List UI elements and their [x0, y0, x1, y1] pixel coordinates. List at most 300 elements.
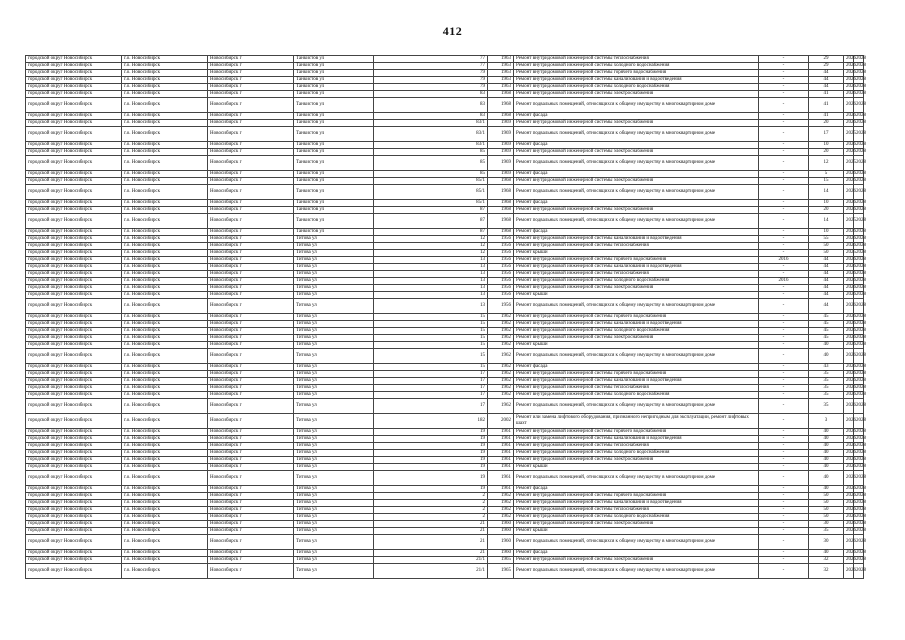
- cell-work-type: Ремонт крыши: [514, 292, 759, 299]
- cell-house-number: 17: [374, 385, 488, 392]
- cell-municipality: городской округ Новосибирск: [26, 178, 122, 185]
- cell-house-number: 17: [374, 392, 488, 399]
- cell-locality: Новосибирск г: [208, 70, 294, 77]
- cell-street: Титова ул: [294, 271, 374, 278]
- cell-street: Титова ул: [294, 321, 374, 328]
- cell-cost: 55: [809, 236, 844, 243]
- cell-house-number: 19: [374, 436, 488, 443]
- cell-district: г.о. Новосибирск: [122, 292, 208, 299]
- cell-work-type: Ремонт внутридомовой инженерной системы канализования и водоотведения: [514, 500, 759, 507]
- cell-house-number: 13: [374, 292, 488, 299]
- cell-plan-start-year: 2026: [844, 84, 854, 91]
- cell-street: Титова ул: [294, 314, 374, 321]
- cell-municipality: городской округ Новосибирск: [26, 521, 122, 528]
- table-row: [26, 500, 864, 507]
- cell-house-number: 85: [374, 156, 488, 171]
- cell-build-year: 1963: [488, 63, 514, 70]
- cell-locality: Новосибирск г: [208, 200, 294, 207]
- cell-street: Титова ул: [294, 436, 374, 443]
- cell-work-type: Ремонт или замена лифтового оборудования, признанного непригодным для эксплуатации, ремонт лифтовых шахт: [514, 414, 759, 429]
- cell-cost: 45: [809, 314, 844, 321]
- cell-prev-repair-year: -: [759, 378, 809, 385]
- cell-house-number: 79: [374, 84, 488, 91]
- cell-plan-end-year: 2028: [854, 436, 864, 443]
- cell-plan-end-year: 2028: [854, 207, 864, 214]
- cell-district: г.о. Новосибирск: [122, 378, 208, 385]
- cell-work-type: Ремонт подвальных помещений, относящихся к общему имуществу в многоквартирном доме: [514, 185, 759, 200]
- cell-street: Танкистов ул: [294, 113, 374, 120]
- cell-street: Титова ул: [294, 257, 374, 264]
- cell-plan-end-year: 2028: [854, 250, 864, 257]
- cell-district: г.о. Новосибирск: [122, 342, 208, 349]
- cell-house-number: 87: [374, 207, 488, 214]
- cell-district: г.о. Новосибирск: [122, 127, 208, 142]
- table-row: [26, 70, 864, 77]
- cell-plan-end-year: 2028: [854, 185, 864, 200]
- cell-cost: 15: [809, 178, 844, 185]
- cell-district: г.о. Новосибирск: [122, 278, 208, 285]
- cell-cost: 40: [809, 429, 844, 436]
- cell-plan-end-year: 2028: [854, 464, 864, 471]
- cell-build-year: 1969: [488, 142, 514, 149]
- cell-cost: 50: [809, 507, 844, 514]
- cell-municipality: городской округ Новосибирск: [26, 127, 122, 142]
- cell-plan-start-year: 2026: [844, 500, 854, 507]
- cell-street: Титова ул: [294, 371, 374, 378]
- cell-plan-end-year: 2028: [854, 113, 864, 120]
- cell-plan-end-year: 2028: [854, 342, 864, 349]
- table-row: [26, 371, 864, 378]
- cell-cost: 20: [809, 149, 844, 156]
- cell-house-number: 15: [374, 335, 488, 342]
- cell-prev-repair-year: -: [759, 321, 809, 328]
- table-row: [26, 493, 864, 500]
- table-row: [26, 564, 864, 579]
- cell-street: Титова ул: [294, 550, 374, 557]
- cell-house-number: 83: [374, 98, 488, 113]
- cell-build-year: 1963: [488, 56, 514, 63]
- cell-district: г.о. Новосибирск: [122, 457, 208, 464]
- cell-district: г.о. Новосибирск: [122, 493, 208, 500]
- cell-work-type: Ремонт фасада: [514, 229, 759, 236]
- cell-plan-end-year: 2028: [854, 385, 864, 392]
- table-row: [26, 264, 864, 271]
- cell-prev-repair-year: -: [759, 214, 809, 229]
- cell-plan-start-year: 2026: [844, 56, 854, 63]
- cell-district: г.о. Новосибирск: [122, 385, 208, 392]
- cell-municipality: городской округ Новосибирск: [26, 185, 122, 200]
- cell-locality: Новосибирск г: [208, 378, 294, 385]
- cell-house-number: 15: [374, 342, 488, 349]
- cell-street: Танкистов ул: [294, 185, 374, 200]
- cell-house-number: 83: [374, 91, 488, 98]
- cell-district: г.о. Новосибирск: [122, 349, 208, 364]
- cell-street: Титова ул: [294, 243, 374, 250]
- cell-prev-repair-year: -: [759, 557, 809, 564]
- cell-plan-end-year: 2028: [854, 521, 864, 528]
- cell-work-type: Ремонт внутридомовой инженерной системы горячего водоснабжения: [514, 493, 759, 500]
- cell-plan-end-year: 2028: [854, 156, 864, 171]
- cell-work-type: Ремонт крыши: [514, 464, 759, 471]
- cell-prev-repair-year: -: [759, 77, 809, 84]
- cell-build-year: 1969: [488, 120, 514, 127]
- cell-build-year: 1969: [488, 127, 514, 142]
- cell-plan-start-year: 2026: [844, 178, 854, 185]
- cell-street: Титова ул: [294, 429, 374, 436]
- cell-street: Танкистов ул: [294, 120, 374, 127]
- cell-prev-repair-year: -: [759, 156, 809, 171]
- cell-plan-start-year: 2026: [844, 378, 854, 385]
- cell-work-type: Ремонт фасада: [514, 200, 759, 207]
- cell-locality: Новосибирск г: [208, 185, 294, 200]
- cell-street: Титова ул: [294, 557, 374, 564]
- cell-district: г.о. Новосибирск: [122, 236, 208, 243]
- cell-cost: 40: [809, 464, 844, 471]
- cell-prev-repair-year: -: [759, 450, 809, 457]
- table-row: [26, 399, 864, 414]
- table-row: [26, 378, 864, 385]
- cell-prev-repair-year: -: [759, 314, 809, 321]
- cell-cost: 40: [809, 436, 844, 443]
- cell-house-number: 83: [374, 113, 488, 120]
- table-row: [26, 364, 864, 371]
- cell-plan-start-year: 2026: [844, 564, 854, 579]
- cell-plan-end-year: 2028: [854, 443, 864, 450]
- cell-plan-end-year: 2028: [854, 120, 864, 127]
- cell-district: г.о. Новосибирск: [122, 113, 208, 120]
- cell-street: Танкистов ул: [294, 77, 374, 84]
- cell-plan-end-year: 2028: [854, 493, 864, 500]
- cell-cost: 30: [809, 535, 844, 550]
- cell-district: г.о. Новосибирск: [122, 171, 208, 178]
- cell-district: г.о. Новосибирск: [122, 156, 208, 171]
- cell-work-type: Ремонт фасада: [514, 113, 759, 120]
- cell-street: Титова ул: [294, 471, 374, 486]
- cell-house-number: 12: [374, 250, 488, 257]
- cell-locality: Новосибирск г: [208, 436, 294, 443]
- table-row: [26, 535, 864, 550]
- table-row: [26, 521, 864, 528]
- table-row: [26, 257, 864, 264]
- cell-work-type: Ремонт фасада: [514, 171, 759, 178]
- cell-plan-end-year: 2028: [854, 264, 864, 271]
- cell-district: г.о. Новосибирск: [122, 335, 208, 342]
- cell-prev-repair-year: 2016: [759, 278, 809, 285]
- cell-plan-start-year: 2026: [844, 342, 854, 349]
- cell-municipality: городской округ Новосибирск: [26, 450, 122, 457]
- cell-municipality: городской округ Новосибирск: [26, 285, 122, 292]
- cell-house-number: 13: [374, 299, 488, 314]
- table-row: [26, 414, 864, 429]
- cell-prev-repair-year: -: [759, 535, 809, 550]
- cell-build-year: 1962: [488, 364, 514, 371]
- cell-locality: Новосибирск г: [208, 113, 294, 120]
- cell-prev-repair-year: -: [759, 243, 809, 250]
- cell-district: г.о. Новосибирск: [122, 514, 208, 521]
- cell-street: Титова ул: [294, 414, 374, 429]
- cell-street: Титова ул: [294, 349, 374, 364]
- cell-plan-start-year: 2026: [844, 321, 854, 328]
- cell-build-year: 1962: [488, 514, 514, 521]
- cell-cost: 10: [809, 229, 844, 236]
- cell-work-type: Ремонт внутридомовой инженерной системы канализования и водоотведения: [514, 321, 759, 328]
- cell-house-number: 19: [374, 429, 488, 436]
- cell-build-year: 1968: [488, 178, 514, 185]
- cell-locality: Новосибирск г: [208, 149, 294, 156]
- cell-municipality: городской округ Новосибирск: [26, 500, 122, 507]
- cell-plan-start-year: 2026: [844, 364, 854, 371]
- cell-locality: Новосибирск г: [208, 299, 294, 314]
- cell-prev-repair-year: -: [759, 521, 809, 528]
- cell-plan-start-year: 2026: [844, 328, 854, 335]
- cell-street: Танкистов ул: [294, 214, 374, 229]
- cell-district: г.о. Новосибирск: [122, 486, 208, 493]
- cell-plan-start-year: 2025: [844, 214, 854, 229]
- cell-municipality: городской округ Новосибирск: [26, 464, 122, 471]
- cell-district: г.о. Новосибирск: [122, 500, 208, 507]
- cell-district: г.о. Новосибирск: [122, 200, 208, 207]
- table-row: [26, 127, 864, 142]
- cell-plan-end-year: 2028: [854, 371, 864, 378]
- cell-prev-repair-year: -: [759, 471, 809, 486]
- cell-municipality: городской округ Новосибирск: [26, 507, 122, 514]
- cell-locality: Новосибирск г: [208, 399, 294, 414]
- cell-district: г.о. Новосибирск: [122, 98, 208, 113]
- cell-locality: Новосибирск г: [208, 528, 294, 535]
- cell-district: г.о. Новосибирск: [122, 521, 208, 528]
- table-row: [26, 63, 864, 70]
- cell-house-number: 19: [374, 457, 488, 464]
- cell-prev-repair-year: -: [759, 98, 809, 113]
- cell-locality: Новосибирск г: [208, 314, 294, 321]
- cell-cost: 44: [809, 264, 844, 271]
- cell-municipality: городской округ Новосибирск: [26, 564, 122, 579]
- cell-municipality: городской округ Новосибирск: [26, 299, 122, 314]
- cell-plan-start-year: 2026: [844, 292, 854, 299]
- cell-house-number: 19: [374, 450, 488, 457]
- cell-build-year: 1968: [488, 200, 514, 207]
- cell-prev-repair-year: -: [759, 349, 809, 364]
- cell-plan-end-year: 2028: [854, 471, 864, 486]
- cell-build-year: 1961: [488, 450, 514, 457]
- cell-work-type: Ремонт внутридомовой инженерной системы электроснабжения: [514, 457, 759, 464]
- cell-locality: Новосибирск г: [208, 292, 294, 299]
- cell-house-number: 13: [374, 278, 488, 285]
- table-row: [26, 243, 864, 250]
- cell-prev-repair-year: -: [759, 250, 809, 257]
- cell-build-year: 1961: [488, 464, 514, 471]
- cell-locality: Новосибирск г: [208, 342, 294, 349]
- cell-prev-repair-year: -: [759, 486, 809, 493]
- cell-street: Титова ул: [294, 328, 374, 335]
- cell-build-year: 1960: [488, 535, 514, 550]
- cell-locality: Новосибирск г: [208, 335, 294, 342]
- cell-street: Титова ул: [294, 493, 374, 500]
- cell-work-type: Ремонт внутридомовой инженерной системы теплоснабжения: [514, 56, 759, 63]
- table-row: [26, 149, 864, 156]
- cell-prev-repair-year: -: [759, 564, 809, 579]
- table-row: [26, 450, 864, 457]
- cell-house-number: 13: [374, 264, 488, 271]
- cell-plan-start-year: 2026: [844, 464, 854, 471]
- cell-cost: 20: [809, 120, 844, 127]
- cell-district: г.о. Новосибирск: [122, 77, 208, 84]
- cell-plan-end-year: 2028: [854, 507, 864, 514]
- cell-municipality: городской округ Новосибирск: [26, 399, 122, 414]
- cell-work-type: Ремонт внутридомовой инженерной системы теплоснабжения: [514, 385, 759, 392]
- cell-cost: 45: [809, 321, 844, 328]
- cell-district: г.о. Новосибирск: [122, 414, 208, 429]
- table-row: [26, 328, 864, 335]
- cell-house-number: 19: [374, 443, 488, 450]
- cell-cost: 41: [809, 113, 844, 120]
- cell-work-type: Ремонт внутридомовой инженерной системы холодного водоснабжения: [514, 84, 759, 91]
- cell-district: г.о. Новосибирск: [122, 443, 208, 450]
- cell-plan-end-year: 2028: [854, 378, 864, 385]
- cell-cost: 10: [809, 142, 844, 149]
- cell-district: г.о. Новосибирск: [122, 120, 208, 127]
- cell-locality: Новосибирск г: [208, 564, 294, 579]
- cell-prev-repair-year: -: [759, 464, 809, 471]
- cell-cost: 50: [809, 250, 844, 257]
- cell-locality: Новосибирск г: [208, 392, 294, 399]
- cell-locality: Новосибирск г: [208, 493, 294, 500]
- cell-cost: 40: [809, 342, 844, 349]
- cell-plan-end-year: 2028: [854, 299, 864, 314]
- cell-municipality: городской округ Новосибирск: [26, 443, 122, 450]
- cell-cost: 40: [809, 349, 844, 364]
- cell-build-year: 1962: [488, 392, 514, 399]
- cell-cost: 5: [809, 171, 844, 178]
- cell-build-year: 1968: [488, 98, 514, 113]
- cell-build-year: 1961: [488, 486, 514, 493]
- table-row: [26, 464, 864, 471]
- cell-cost: 29: [809, 56, 844, 63]
- cell-cost: 40: [809, 550, 844, 557]
- cell-cost: 40: [809, 457, 844, 464]
- table-row: [26, 557, 864, 564]
- cell-plan-start-year: 2026: [844, 528, 854, 535]
- cell-locality: Новосибирск г: [208, 507, 294, 514]
- cell-district: г.о. Новосибирск: [122, 550, 208, 557]
- cell-locality: Новосибирск г: [208, 486, 294, 493]
- cell-house-number: 85/1: [374, 178, 488, 185]
- cell-street: Танкистов ул: [294, 98, 374, 113]
- cell-work-type: Ремонт фасада: [514, 364, 759, 371]
- cell-municipality: городской округ Новосибирск: [26, 149, 122, 156]
- cell-street: Титова ул: [294, 507, 374, 514]
- cell-house-number: 19: [374, 464, 488, 471]
- cell-municipality: городской округ Новосибирск: [26, 550, 122, 557]
- cell-district: г.о. Новосибирск: [122, 564, 208, 579]
- cell-prev-repair-year: -: [759, 178, 809, 185]
- cell-build-year: 1965: [488, 564, 514, 579]
- cell-prev-repair-year: -: [759, 342, 809, 349]
- cell-municipality: городской округ Новосибирск: [26, 436, 122, 443]
- table-row: [26, 436, 864, 443]
- cell-plan-start-year: 2026: [844, 299, 854, 314]
- cell-municipality: городской округ Новосибирск: [26, 271, 122, 278]
- cell-cost: 44: [809, 271, 844, 278]
- cell-plan-start-year: 2026: [844, 471, 854, 486]
- cell-plan-start-year: 2026: [844, 63, 854, 70]
- cell-prev-repair-year: -: [759, 507, 809, 514]
- cell-work-type: Ремонт внутридомовой инженерной системы канализования и водоотведения: [514, 77, 759, 84]
- cell-municipality: городской округ Новосибирск: [26, 70, 122, 77]
- cell-cost: 44: [809, 285, 844, 292]
- cell-plan-end-year: 2028: [854, 364, 864, 371]
- cell-cost: 50: [809, 500, 844, 507]
- cell-cost: 32: [809, 564, 844, 579]
- cell-plan-end-year: 2028: [854, 550, 864, 557]
- cell-build-year: 1962: [488, 500, 514, 507]
- cell-cost: 12: [809, 156, 844, 171]
- cell-municipality: городской округ Новосибирск: [26, 429, 122, 436]
- cell-municipality: городской округ Новосибирск: [26, 471, 122, 486]
- cell-plan-end-year: 2028: [854, 178, 864, 185]
- cell-plan-end-year: 2028: [854, 63, 864, 70]
- cell-street: Титова ул: [294, 285, 374, 292]
- cell-municipality: городской округ Новосибирск: [26, 207, 122, 214]
- cell-locality: Новосибирск г: [208, 443, 294, 450]
- table-row: [26, 285, 864, 292]
- cell-locality: Новосибирск г: [208, 500, 294, 507]
- table-row: [26, 528, 864, 535]
- cell-work-type: Ремонт подвальных помещений, относящихся к общему имуществу в многоквартирном доме: [514, 127, 759, 142]
- cell-plan-end-year: 2028: [854, 278, 864, 285]
- cell-work-type: Ремонт крыши: [514, 250, 759, 257]
- cell-plan-end-year: 2028: [854, 292, 864, 299]
- cell-build-year: 1956: [488, 250, 514, 257]
- table-row: [26, 429, 864, 436]
- cell-municipality: городской округ Новосибирск: [26, 392, 122, 399]
- cell-plan-end-year: 2028: [854, 457, 864, 464]
- cell-work-type: Ремонт подвальных помещений, относящихся к общему имуществу в многоквартирном доме: [514, 471, 759, 486]
- cell-locality: Новосибирск г: [208, 557, 294, 564]
- cell-locality: Новосибирск г: [208, 371, 294, 378]
- cell-district: г.о. Новосибирск: [122, 243, 208, 250]
- page-number: 412: [442, 24, 463, 38]
- table-row: [26, 142, 864, 149]
- table-row: [26, 299, 864, 314]
- cell-street: Титова ул: [294, 500, 374, 507]
- cell-plan-end-year: 2028: [854, 77, 864, 84]
- table-row: [26, 457, 864, 464]
- cell-locality: Новосибирск г: [208, 236, 294, 243]
- cell-municipality: городской округ Новосибирск: [26, 414, 122, 429]
- cell-municipality: городской округ Новосибирск: [26, 314, 122, 321]
- cell-work-type: Ремонт внутридомовой инженерной системы канализования и водоотведения: [514, 264, 759, 271]
- cell-locality: Новосибирск г: [208, 521, 294, 528]
- cell-plan-end-year: 2028: [854, 142, 864, 149]
- cell-locality: Новосибирск г: [208, 178, 294, 185]
- cell-plan-end-year: 2028: [854, 91, 864, 98]
- table-row: [26, 91, 864, 98]
- cell-plan-start-year: 2026: [844, 436, 854, 443]
- cell-plan-end-year: 2028: [854, 335, 864, 342]
- cell-work-type: Ремонт внутридомовой инженерной системы электроснабжения: [514, 335, 759, 342]
- cell-build-year: 1956: [488, 257, 514, 264]
- cell-plan-start-year: 2026: [844, 171, 854, 178]
- cell-prev-repair-year: -: [759, 328, 809, 335]
- cell-prev-repair-year: -: [759, 207, 809, 214]
- cell-build-year: 1962: [488, 385, 514, 392]
- cell-plan-end-year: 2028: [854, 271, 864, 278]
- cell-work-type: Ремонт внутридомовой инженерной системы горячего водоснабжения: [514, 429, 759, 436]
- cell-build-year: 1963: [488, 77, 514, 84]
- cell-district: г.о. Новосибирск: [122, 528, 208, 535]
- cell-build-year: 1962: [488, 328, 514, 335]
